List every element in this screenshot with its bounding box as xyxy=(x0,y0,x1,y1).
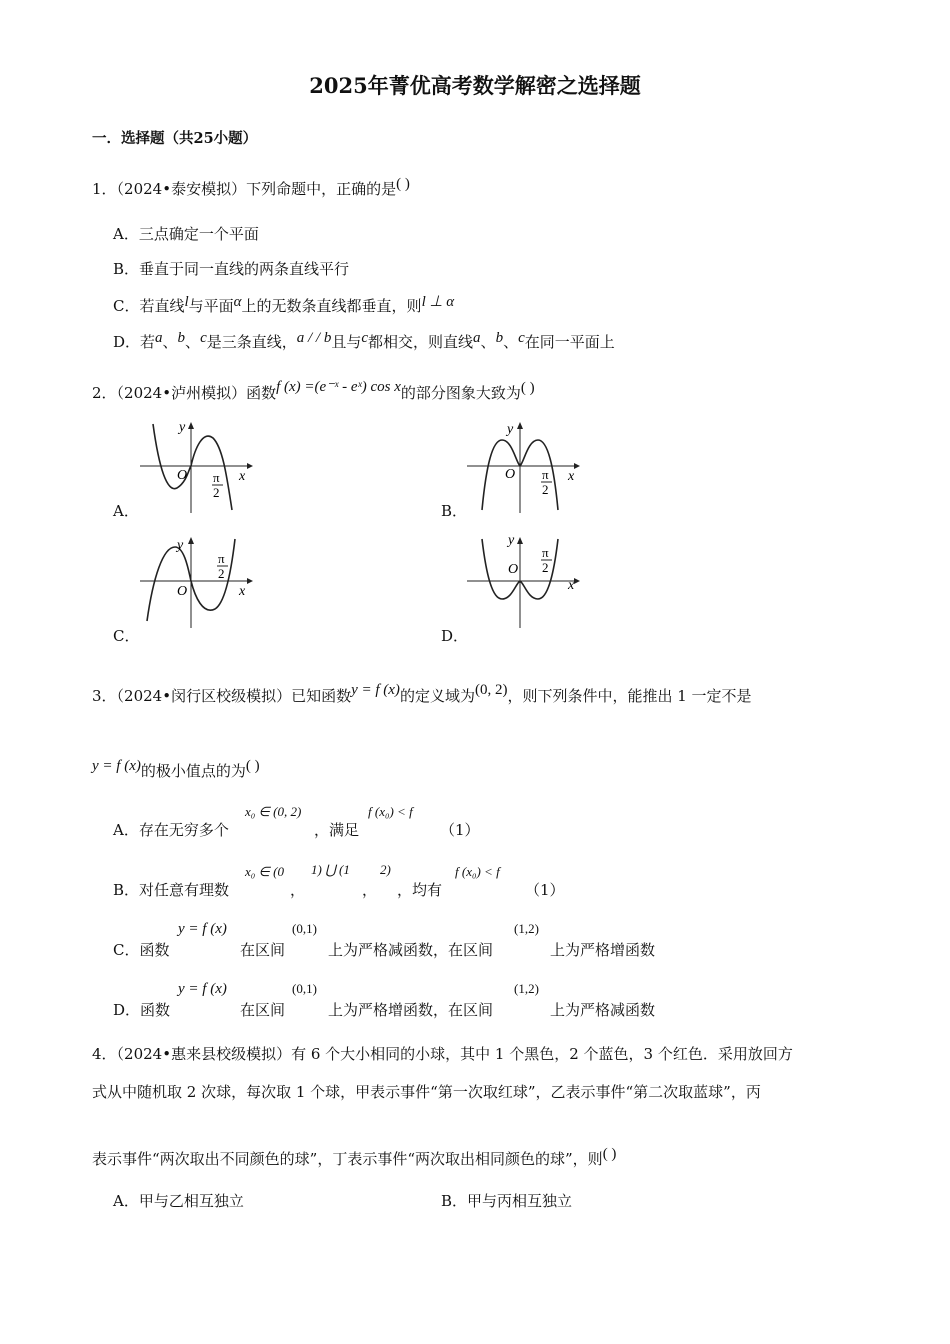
svg-text:y: y xyxy=(179,420,186,435)
q3-option-b: B．对任意有理数 xyxy=(113,881,230,899)
q3-c-desc1: 上为严格减函数，在区间 xyxy=(328,941,494,959)
q3-b-comma2: ， xyxy=(362,881,378,899)
svg-text:x: x xyxy=(239,469,246,484)
q4-stem-line3: 表示事件“两次取出不同颜色的球”，丁表示事件“两次取出相同颜色的球”，则( ) xyxy=(92,1146,617,1168)
q3-option-d: D．函数 xyxy=(113,1001,171,1019)
q4-stem-line2: 式从中随机取 2 次球，每次取 1 个球，甲表示事件“第一次取红球”，乙表示事件“第二次取蓝球”，丙 xyxy=(92,1083,761,1101)
q3-d-func: y = f (x) xyxy=(178,981,227,997)
q4-stem-line1: 4．（2024•惠来县校级模拟）有 6 个大小相同的小球，其中 1 个黑色，2 个蓝色，3 个红色．采用放回方 xyxy=(92,1045,793,1063)
q3-d-interval2: (1,2) xyxy=(514,981,539,996)
q3-b-one: （1） xyxy=(525,881,565,899)
q3-d-desc2: 上为严格减函数 xyxy=(550,1001,656,1019)
q3-c-interval2: (1,2) xyxy=(514,921,539,936)
svg-text:O: O xyxy=(177,468,188,483)
q2-option-d: D． xyxy=(441,627,469,645)
q2-graph-d xyxy=(462,533,582,633)
svg-text:2: 2 xyxy=(213,485,220,500)
q2-stem: 2．（2024•泸州模拟）函数f (x) =(e⁻ˣ - eˣ) cos x的部分图象大致为( ) xyxy=(92,379,535,402)
svg-text:O: O xyxy=(177,584,188,599)
q3-c-interval1: (0,1) xyxy=(292,921,317,936)
q4-option-a: A．甲与乙相互独立 xyxy=(113,1192,244,1210)
page-title: 2025年菁优高考数学解密之选择题 xyxy=(309,73,641,98)
q2-graph-c xyxy=(135,533,255,633)
q3-option-c: C．函数 xyxy=(113,941,170,959)
q3-b-end: 2) xyxy=(380,862,391,877)
q2-option-b: B． xyxy=(441,502,468,520)
q3-a-satisfy: ，满足 xyxy=(314,821,360,839)
svg-text:y: y xyxy=(177,538,184,553)
q1-bracket: ( ) xyxy=(396,176,410,192)
svg-text:π: π xyxy=(213,470,220,485)
q2-graph-a xyxy=(135,418,255,518)
q1-option-b: B．垂直于同一直线的两条直线平行 xyxy=(113,260,350,278)
q1-option-a: A．三点确定一个平面 xyxy=(113,225,259,243)
q3-d-desc1: 上为严格增函数，在区间 xyxy=(328,1001,494,1019)
svg-text:x: x xyxy=(568,578,575,593)
svg-text:y: y xyxy=(508,533,515,548)
q3-a-expr: f (x₀) < f xyxy=(368,804,413,819)
q2-function: f (x) =(e⁻ˣ - eˣ) cos x xyxy=(276,379,401,395)
q3-c-desc2: 上为严格增函数 xyxy=(550,941,656,959)
svg-text:x: x xyxy=(568,469,575,484)
q3-a-x0: x₀ ∈ (0, 2) xyxy=(245,804,302,819)
svg-text:π: π xyxy=(542,467,549,482)
svg-text:2: 2 xyxy=(542,482,549,497)
svg-text:π: π xyxy=(542,545,549,560)
q3-stem-line2: y = f (x)的极小值点的为( ) xyxy=(92,758,260,780)
q3-d-interval-label: 在区间 xyxy=(240,1001,286,1019)
q3-option-a: A．存在无穷多个 xyxy=(113,821,229,839)
q3-b-expr: f (x₀) < f xyxy=(455,864,500,879)
svg-text:O: O xyxy=(508,562,519,577)
q2-option-c: C． xyxy=(113,627,140,645)
q3-b-all: ，均有 xyxy=(397,881,443,899)
q3-b-mid: 1) ⋃ (1 xyxy=(311,862,350,877)
q1-option-d: D．若a、b、c是三条直线，a / / b且与c都相交，则直线a、b、c在同一平面上 xyxy=(113,330,615,351)
q3-c-func: y = f (x) xyxy=(178,921,227,937)
q1-stem: 1．（2024•泰安模拟）下列命题中，正确的是( ) xyxy=(92,176,410,198)
svg-text:x: x xyxy=(239,584,246,599)
svg-text:π: π xyxy=(218,551,225,566)
q3-a-one: （1） xyxy=(440,821,480,839)
q2-option-a: A． xyxy=(113,502,139,520)
q3-stem-line1: 3．（2024•闵行区校级模拟）已知函数y = f (x)的定义域为(0, 2)，则下列条件中，能推出 1 一定不是 xyxy=(92,682,752,705)
q2-graph-b xyxy=(462,418,582,518)
q3-c-interval-label: 在区间 xyxy=(240,941,286,959)
svg-text:2: 2 xyxy=(218,566,225,581)
section-heading: 一．选择题（共25小题） xyxy=(92,130,258,147)
q3-b-comma1: ， xyxy=(290,881,306,899)
q1-option-c: C．若直线l与平面α上的无数条直线都垂直，则l ⊥ α xyxy=(113,294,455,315)
svg-text:y: y xyxy=(507,422,514,437)
svg-text:O: O xyxy=(505,467,516,482)
q3-b-x0: x₀ ∈ (0 xyxy=(245,864,284,879)
svg-text:2: 2 xyxy=(542,560,549,575)
q3-d-interval1: (0,1) xyxy=(292,981,317,996)
q4-option-b: B．甲与丙相互独立 xyxy=(441,1192,573,1210)
